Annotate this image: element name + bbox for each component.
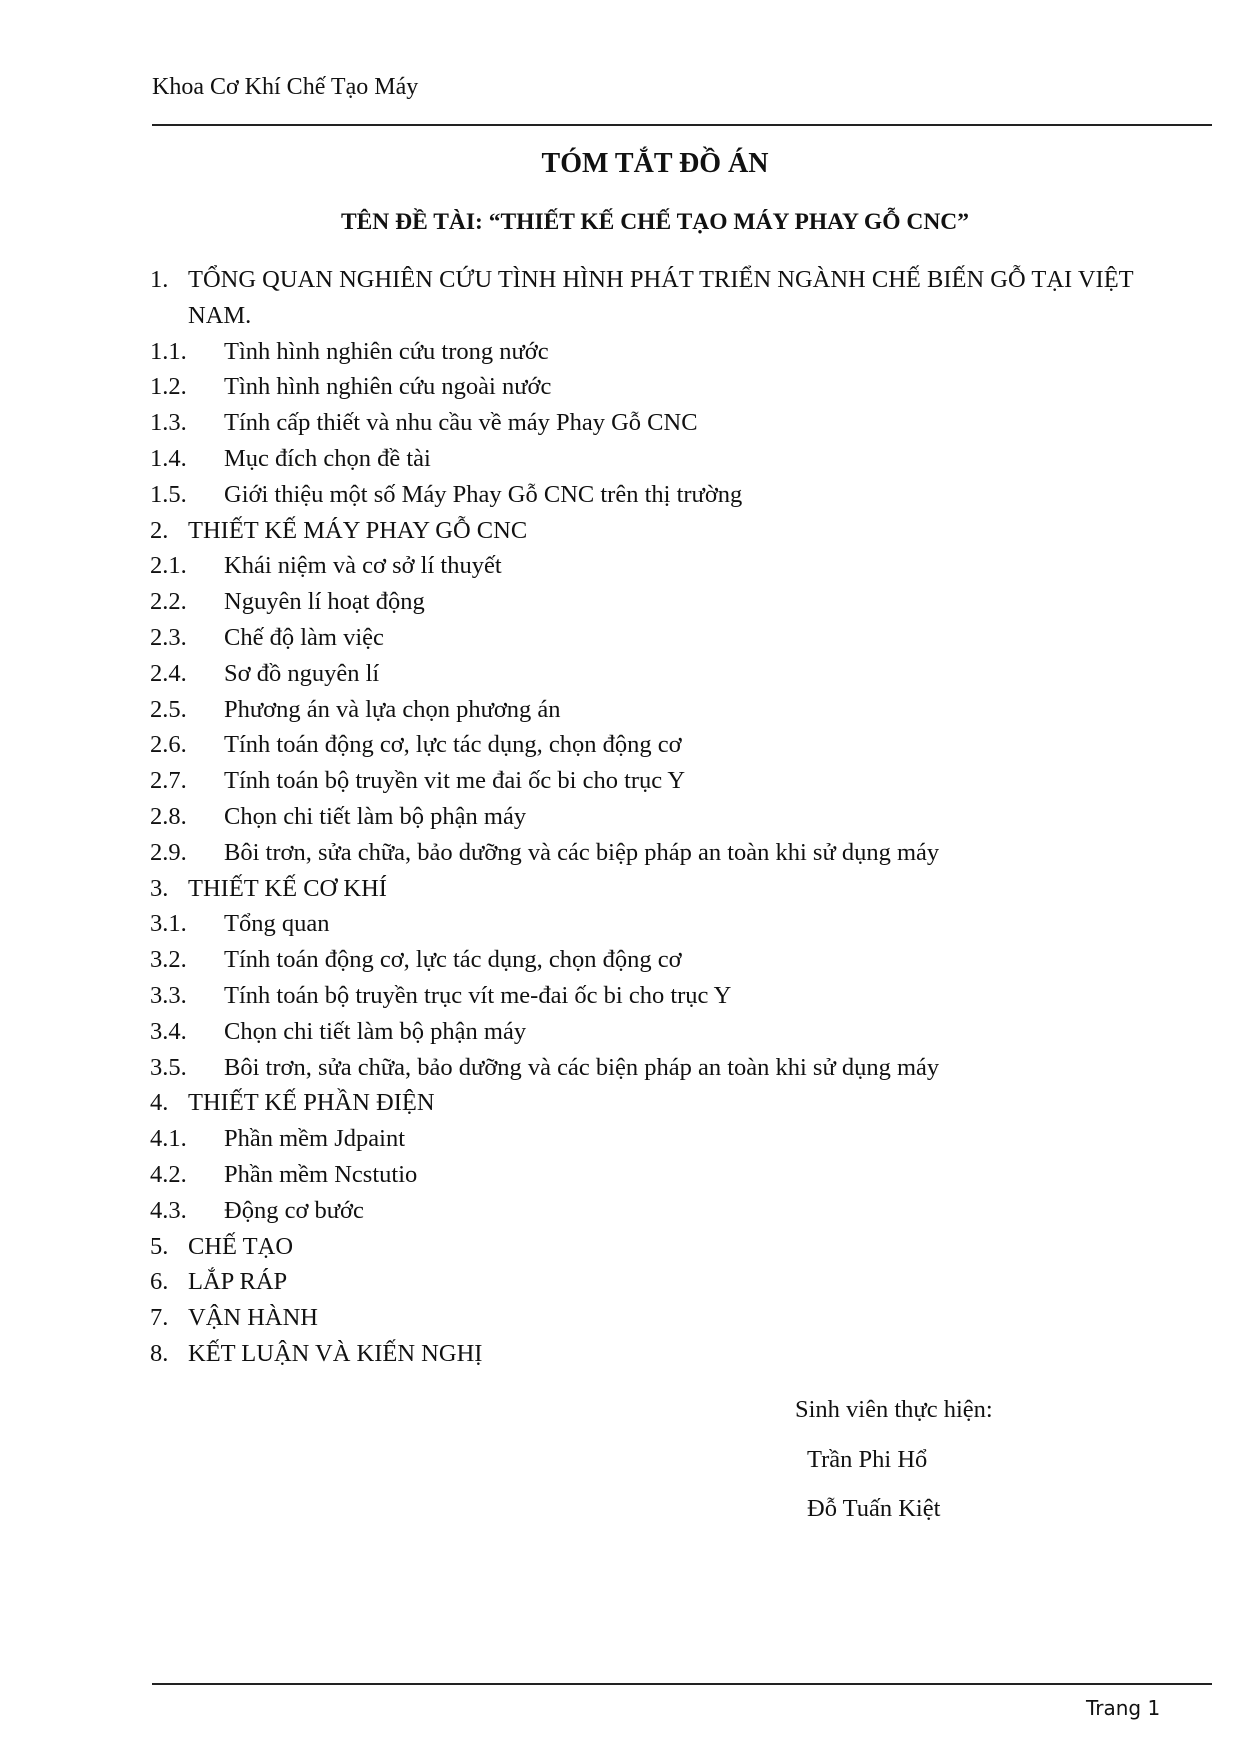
- outline-section: [150, 1300, 1150, 1336]
- outline-text: Sơ đồ nguyên lí: [224, 659, 380, 687]
- outline-number: 4.: [150, 1089, 169, 1117]
- outline-text: Động cơ bước: [224, 1196, 364, 1224]
- outline-number: 8.: [150, 1339, 169, 1367]
- outline-text: THIẾT KẾ CƠ KHÍ: [188, 874, 387, 902]
- outline-number: 7.: [150, 1304, 169, 1332]
- outline-text: Tính toán động cơ, lực tác dụng, chọn động cơ: [224, 946, 682, 974]
- outline-number: 2.4.: [150, 659, 187, 687]
- outline-number: 2.1.: [150, 552, 187, 580]
- outline-subsection: [150, 548, 1150, 584]
- outline-subsection: [150, 584, 1150, 620]
- outline-text: Khái niệm và cơ sở lí thuyết: [224, 552, 502, 580]
- outline-subsection: [150, 620, 1150, 656]
- outline-number: 2.7.: [150, 767, 187, 795]
- outline-section: [150, 262, 1150, 334]
- outline-number: 4.1.: [150, 1125, 187, 1153]
- outline-number: 2.5.: [150, 695, 187, 723]
- outline-text: Giới thiệu một số Máy Phay Gỗ CNC trên thị trường: [224, 480, 743, 508]
- outline-subsection: [150, 978, 1150, 1014]
- outline-subsection: [150, 1121, 1150, 1157]
- outline-text: Tính toán bộ truyền vit me đai ốc bi cho trục Y: [224, 767, 686, 795]
- outline-subsection: [150, 334, 1150, 370]
- outline-text: Tình hình nghiên cứu ngoài nước: [224, 373, 552, 401]
- outline-number: 1.: [150, 266, 169, 293]
- outline-subsection: [150, 441, 1150, 477]
- outline-number: 5.: [150, 1232, 169, 1260]
- outline-text: CHẾ TẠO: [188, 1232, 294, 1260]
- outline-text: Phần mềm Ncstutio: [224, 1160, 418, 1188]
- outline-text: Tính cấp thiết và nhu cầu về máy Phay Gỗ CNC: [224, 409, 698, 437]
- outline-number: 2.2.: [150, 588, 187, 616]
- footer-divider: [152, 1683, 1212, 1685]
- outline-subsection: [150, 906, 1150, 942]
- outline-subsection: [150, 656, 1150, 692]
- outline-text: Phương án và lựa chọn phương án: [224, 695, 561, 723]
- outline-text: TỔNG QUAN NGHIÊN CỨU TÌNH HÌNH PHÁT TRIỂN NGÀNH CHẾ BIẾN GỖ TẠI VIỆT NAM.: [188, 266, 1134, 329]
- outline-section: [150, 1336, 1150, 1372]
- outline-section: [150, 871, 1150, 907]
- outline-number: 6.: [150, 1268, 169, 1296]
- outline-subsection: [150, 942, 1150, 978]
- outline-number: 3.1.: [150, 910, 187, 938]
- outline-subsection: [150, 1050, 1150, 1086]
- outline-text: Tổng quan: [224, 910, 330, 938]
- outline-number: 3.3.: [150, 981, 187, 1009]
- project-title: TÊN ĐỀ TÀI: “THIẾT KẾ CHẾ TẠO MÁY PHAY GỖ CNC”: [340, 209, 970, 235]
- outline-list: [150, 262, 1150, 1372]
- outline-number: 3.4.: [150, 1017, 187, 1045]
- outline-text: Tính toán bộ truyền trục vít me-đai ốc bi cho trục Y: [224, 981, 732, 1009]
- outline-text: THIẾT KẾ PHẦN ĐIỆN: [188, 1089, 435, 1117]
- outline-text: Phần mềm Jdpaint: [224, 1125, 406, 1153]
- outline-text: Chọn chi tiết làm bộ phận máy: [224, 802, 527, 830]
- document-title: TÓM TẮT ĐỒ ÁN: [541, 148, 769, 179]
- outline-number: 3.5.: [150, 1053, 187, 1081]
- outline-subsection: [150, 835, 1150, 871]
- outline-number: 2.8.: [150, 802, 187, 830]
- outline-number: 4.2.: [150, 1160, 187, 1188]
- header-divider: [152, 124, 1212, 126]
- outline-text: Chế độ làm việc: [224, 623, 384, 651]
- outline-subsection: [150, 477, 1150, 513]
- outline-text: Bôi trơn, sửa chữa, bảo dưỡng và các biện pháp an toàn khi sử dụng máy: [224, 1053, 940, 1081]
- outline-number: 2.3.: [150, 623, 187, 651]
- outline-section: [150, 1085, 1150, 1121]
- outline-number: 1.5.: [150, 480, 187, 508]
- outline-number: 1.4.: [150, 444, 187, 472]
- outline-text: LẮP RÁP: [188, 1268, 288, 1296]
- student-name: Đỗ Tuấn Kiệt: [807, 1495, 941, 1522]
- outline-subsection: [150, 405, 1150, 441]
- department-name: Khoa Cơ Khí Chế Tạo Máy: [152, 74, 419, 100]
- outline-text: Tình hình nghiên cứu trong nước: [224, 337, 549, 365]
- outline-text: VẬN HÀNH: [188, 1304, 318, 1332]
- outline-text: Chọn chi tiết làm bộ phận máy: [224, 1017, 527, 1045]
- outline-number: 4.3.: [150, 1196, 187, 1224]
- outline-text: Tính toán động cơ, lực tác dụng, chọn động cơ: [224, 731, 682, 759]
- student-name: Trần Phi Hổ: [807, 1446, 928, 1473]
- outline-number: 2.9.: [150, 838, 187, 866]
- outline-subsection: [150, 1014, 1150, 1050]
- outline-subsection: [150, 727, 1150, 763]
- outline-subsection: [150, 1157, 1150, 1193]
- outline-text: KẾT LUẬN VÀ KIẾN NGHỊ: [188, 1339, 483, 1367]
- outline-text: Mục đích chọn đề tài: [224, 444, 431, 472]
- outline-number: 2.: [150, 516, 169, 544]
- outline-text: THIẾT KẾ MÁY PHAY GỖ CNC: [188, 516, 528, 544]
- outline-number: 3.2.: [150, 946, 187, 974]
- outline-subsection: [150, 369, 1150, 405]
- outline-subsection: [150, 1193, 1150, 1229]
- outline-number: 2.6.: [150, 731, 187, 759]
- signature-label: Sinh viên thực hiện:: [795, 1396, 993, 1423]
- page-number: Trang 1: [1086, 1696, 1161, 1720]
- signature-block: [795, 1396, 993, 1544]
- outline-number: 1.3.: [150, 409, 187, 437]
- outline-subsection: [150, 763, 1150, 799]
- outline-section: [150, 1264, 1150, 1300]
- outline-text: Bôi trơn, sửa chữa, bảo dưỡng và các biệp pháp an toàn khi sử dụng máy: [224, 838, 940, 866]
- outline-number: 1.2.: [150, 373, 187, 401]
- outline-subsection: [150, 799, 1150, 835]
- outline-section: [150, 513, 1150, 549]
- outline-number: 1.1.: [150, 337, 187, 365]
- outline-number: 3.: [150, 874, 169, 902]
- outline-text: Nguyên lí hoạt động: [224, 588, 425, 616]
- outline-section: [150, 1229, 1150, 1265]
- outline-subsection: [150, 692, 1150, 728]
